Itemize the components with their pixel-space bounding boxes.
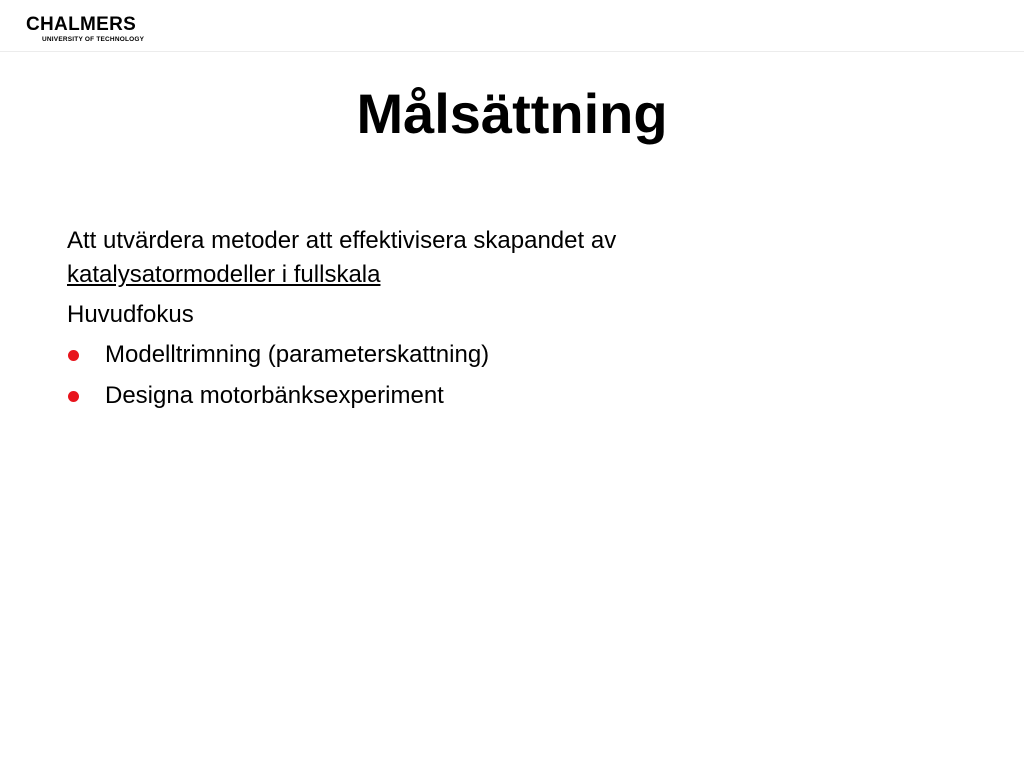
header-divider xyxy=(0,51,1024,52)
focus-heading: Huvudfokus xyxy=(67,301,194,328)
bullet-text: Designa motorbänksexperiment xyxy=(105,382,444,409)
bullet-item xyxy=(67,379,967,413)
focus-bullet-list xyxy=(67,338,967,413)
bullet-item xyxy=(67,338,967,372)
bullet-text: Modelltrimning (parameterskattning) xyxy=(105,341,490,368)
bullet-dot-icon xyxy=(68,350,79,361)
intro-line-2-underlined: katalysatormodeller i fullskala xyxy=(67,261,381,288)
slide-title: Målsättning xyxy=(356,82,668,145)
intro-line-1: Att utvärdera metoder att effektivisera skapandet av xyxy=(67,227,617,254)
bullet-dot-icon xyxy=(68,391,79,402)
intro-text xyxy=(67,224,967,292)
chalmers-logo xyxy=(26,14,172,44)
logo-wordmark: CHALMERS xyxy=(26,14,137,35)
slide-body xyxy=(67,224,967,420)
logo-subtitle: UNIVERSITY OF TECHNOLOGY xyxy=(42,36,145,43)
